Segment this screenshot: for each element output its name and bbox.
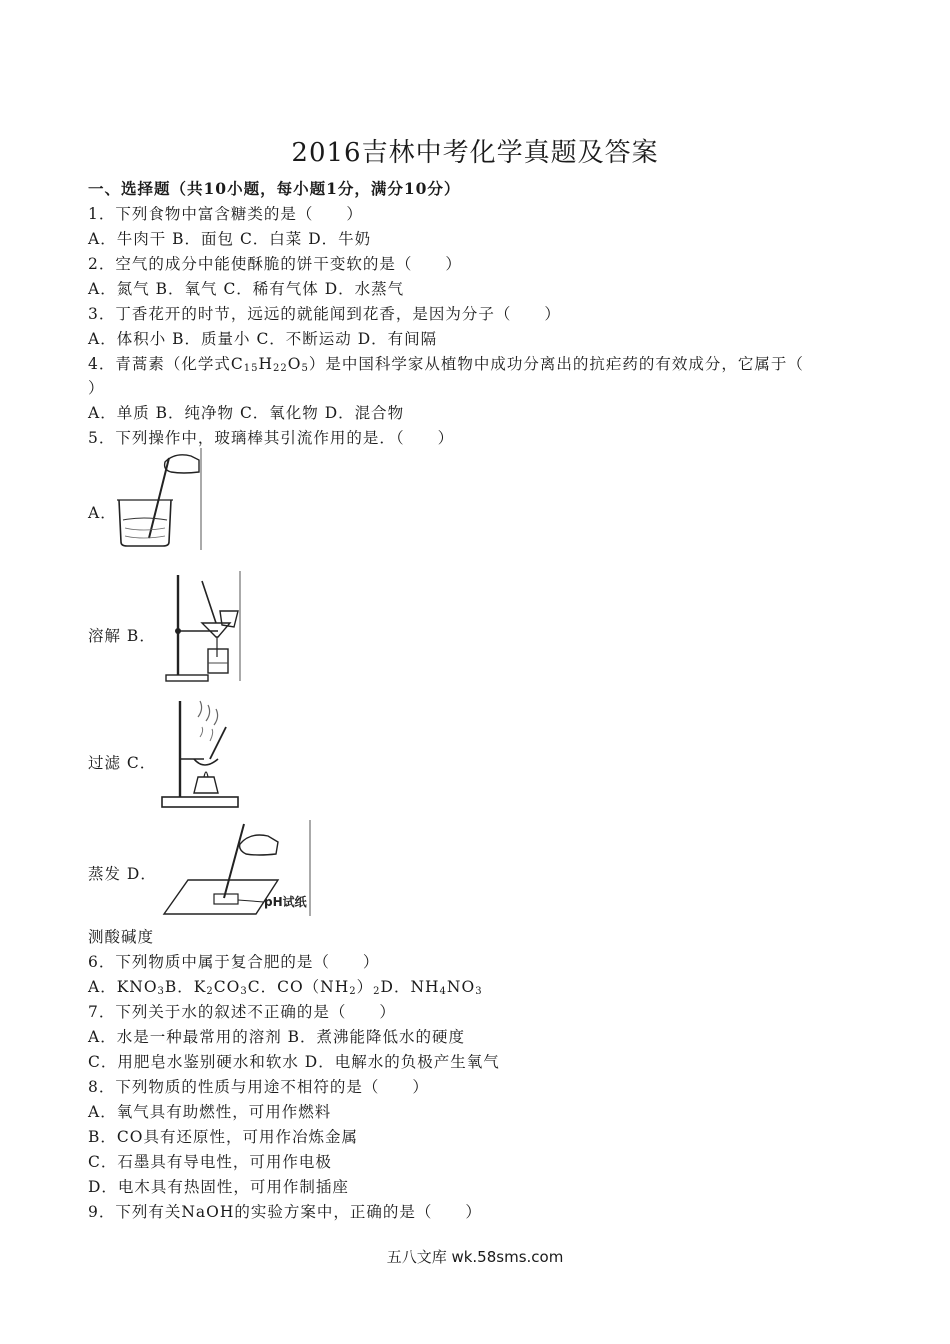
q8-stem: 8．下列物质的性质与用途不相符的是（ ） <box>88 1078 429 1096</box>
q8-option-b: B．CO具有还原性，可用作冶炼金属 <box>88 1128 358 1146</box>
figure-a-dissolve <box>113 448 205 552</box>
figure-b-filter <box>160 571 244 683</box>
q1-stem: 1．下列食物中富含糖类的是（ ） <box>88 205 363 223</box>
q5-stem: 5．下列操作中，玻璃棒其引流作用的是．（ ） <box>88 429 455 447</box>
q4-options: A．单质 B．纯净物 C．氧化物 D．混合物 <box>88 404 405 422</box>
q9-stem: 9．下列有关NaOH的实验方案中，正确的是（ ） <box>88 1203 482 1221</box>
q2-options: A．氮气 B．氧气 C．稀有气体 D．水蒸气 <box>88 280 405 298</box>
page-footer: 五八文库 wk.58sms.com <box>386 1248 564 1266</box>
q6-stem: 6．下列物质中属于复合肥的是（ ） <box>88 953 380 971</box>
q4-stem: 4．青蒿素（化学式$C_{15}H_{22}O_5$）是中国科学家从植物中成功分离出的抗疟药的有效成分，它属于（ <box>88 355 804 374</box>
q7-options-ab: A．水是一种最常用的溶剂 B．煮沸能降低水的硬度 <box>88 1028 466 1046</box>
page-title: 2016吉林中考化学真题及答案 <box>291 138 659 168</box>
section-heading: 一、选择题（共10小题，每小题1分，满分10分） <box>88 179 461 198</box>
q3-options: A．体积小 B．质量小 C．不断运动 D．有间隔 <box>88 330 438 348</box>
q5-label-d: 蒸发 D． <box>88 865 157 883</box>
q5-label-a: A． <box>88 504 117 522</box>
figure-c-evaporate <box>160 697 242 811</box>
q5-label-b: 溶解 B． <box>88 627 156 645</box>
q3-stem: 3．丁香花开的时节，远远的就能闻到花香，是因为分子（ ） <box>88 305 561 323</box>
q2-stem: 2．空气的成分中能使酥脆的饼干变软的是（ ） <box>88 255 462 273</box>
q8-option-d: D．电木具有热固性，可用作制插座 <box>88 1178 349 1196</box>
ph-paper-label: pH试纸 <box>264 895 307 909</box>
figure-d-ph-test <box>160 820 314 918</box>
q7-options-cd: C．用肥皂水鉴别硬水和软水 D．电解水的负极产生氧气 <box>88 1053 500 1071</box>
q8-option-a: A．氧气具有助燃性，可用作燃料 <box>88 1103 332 1121</box>
q6-options: A．$KNO_3B$．$K_2CO_3C$．$CO(NH_2)_2D$．$NH_4NO_3$ <box>88 978 483 997</box>
q5-label-c: 过滤 C． <box>88 754 157 772</box>
q4-stem-wrap: ） <box>88 379 105 397</box>
q7-stem: 7．下列关于水的叙述不正确的是（ ） <box>88 1003 396 1021</box>
q8-option-c: C．石墨具有导电性，可用作电极 <box>88 1153 332 1171</box>
q1-options: A．牛肉干 B．面包 C．白菜 D．牛奶 <box>88 230 372 248</box>
q5-after: 测酸碱度 <box>88 928 155 946</box>
